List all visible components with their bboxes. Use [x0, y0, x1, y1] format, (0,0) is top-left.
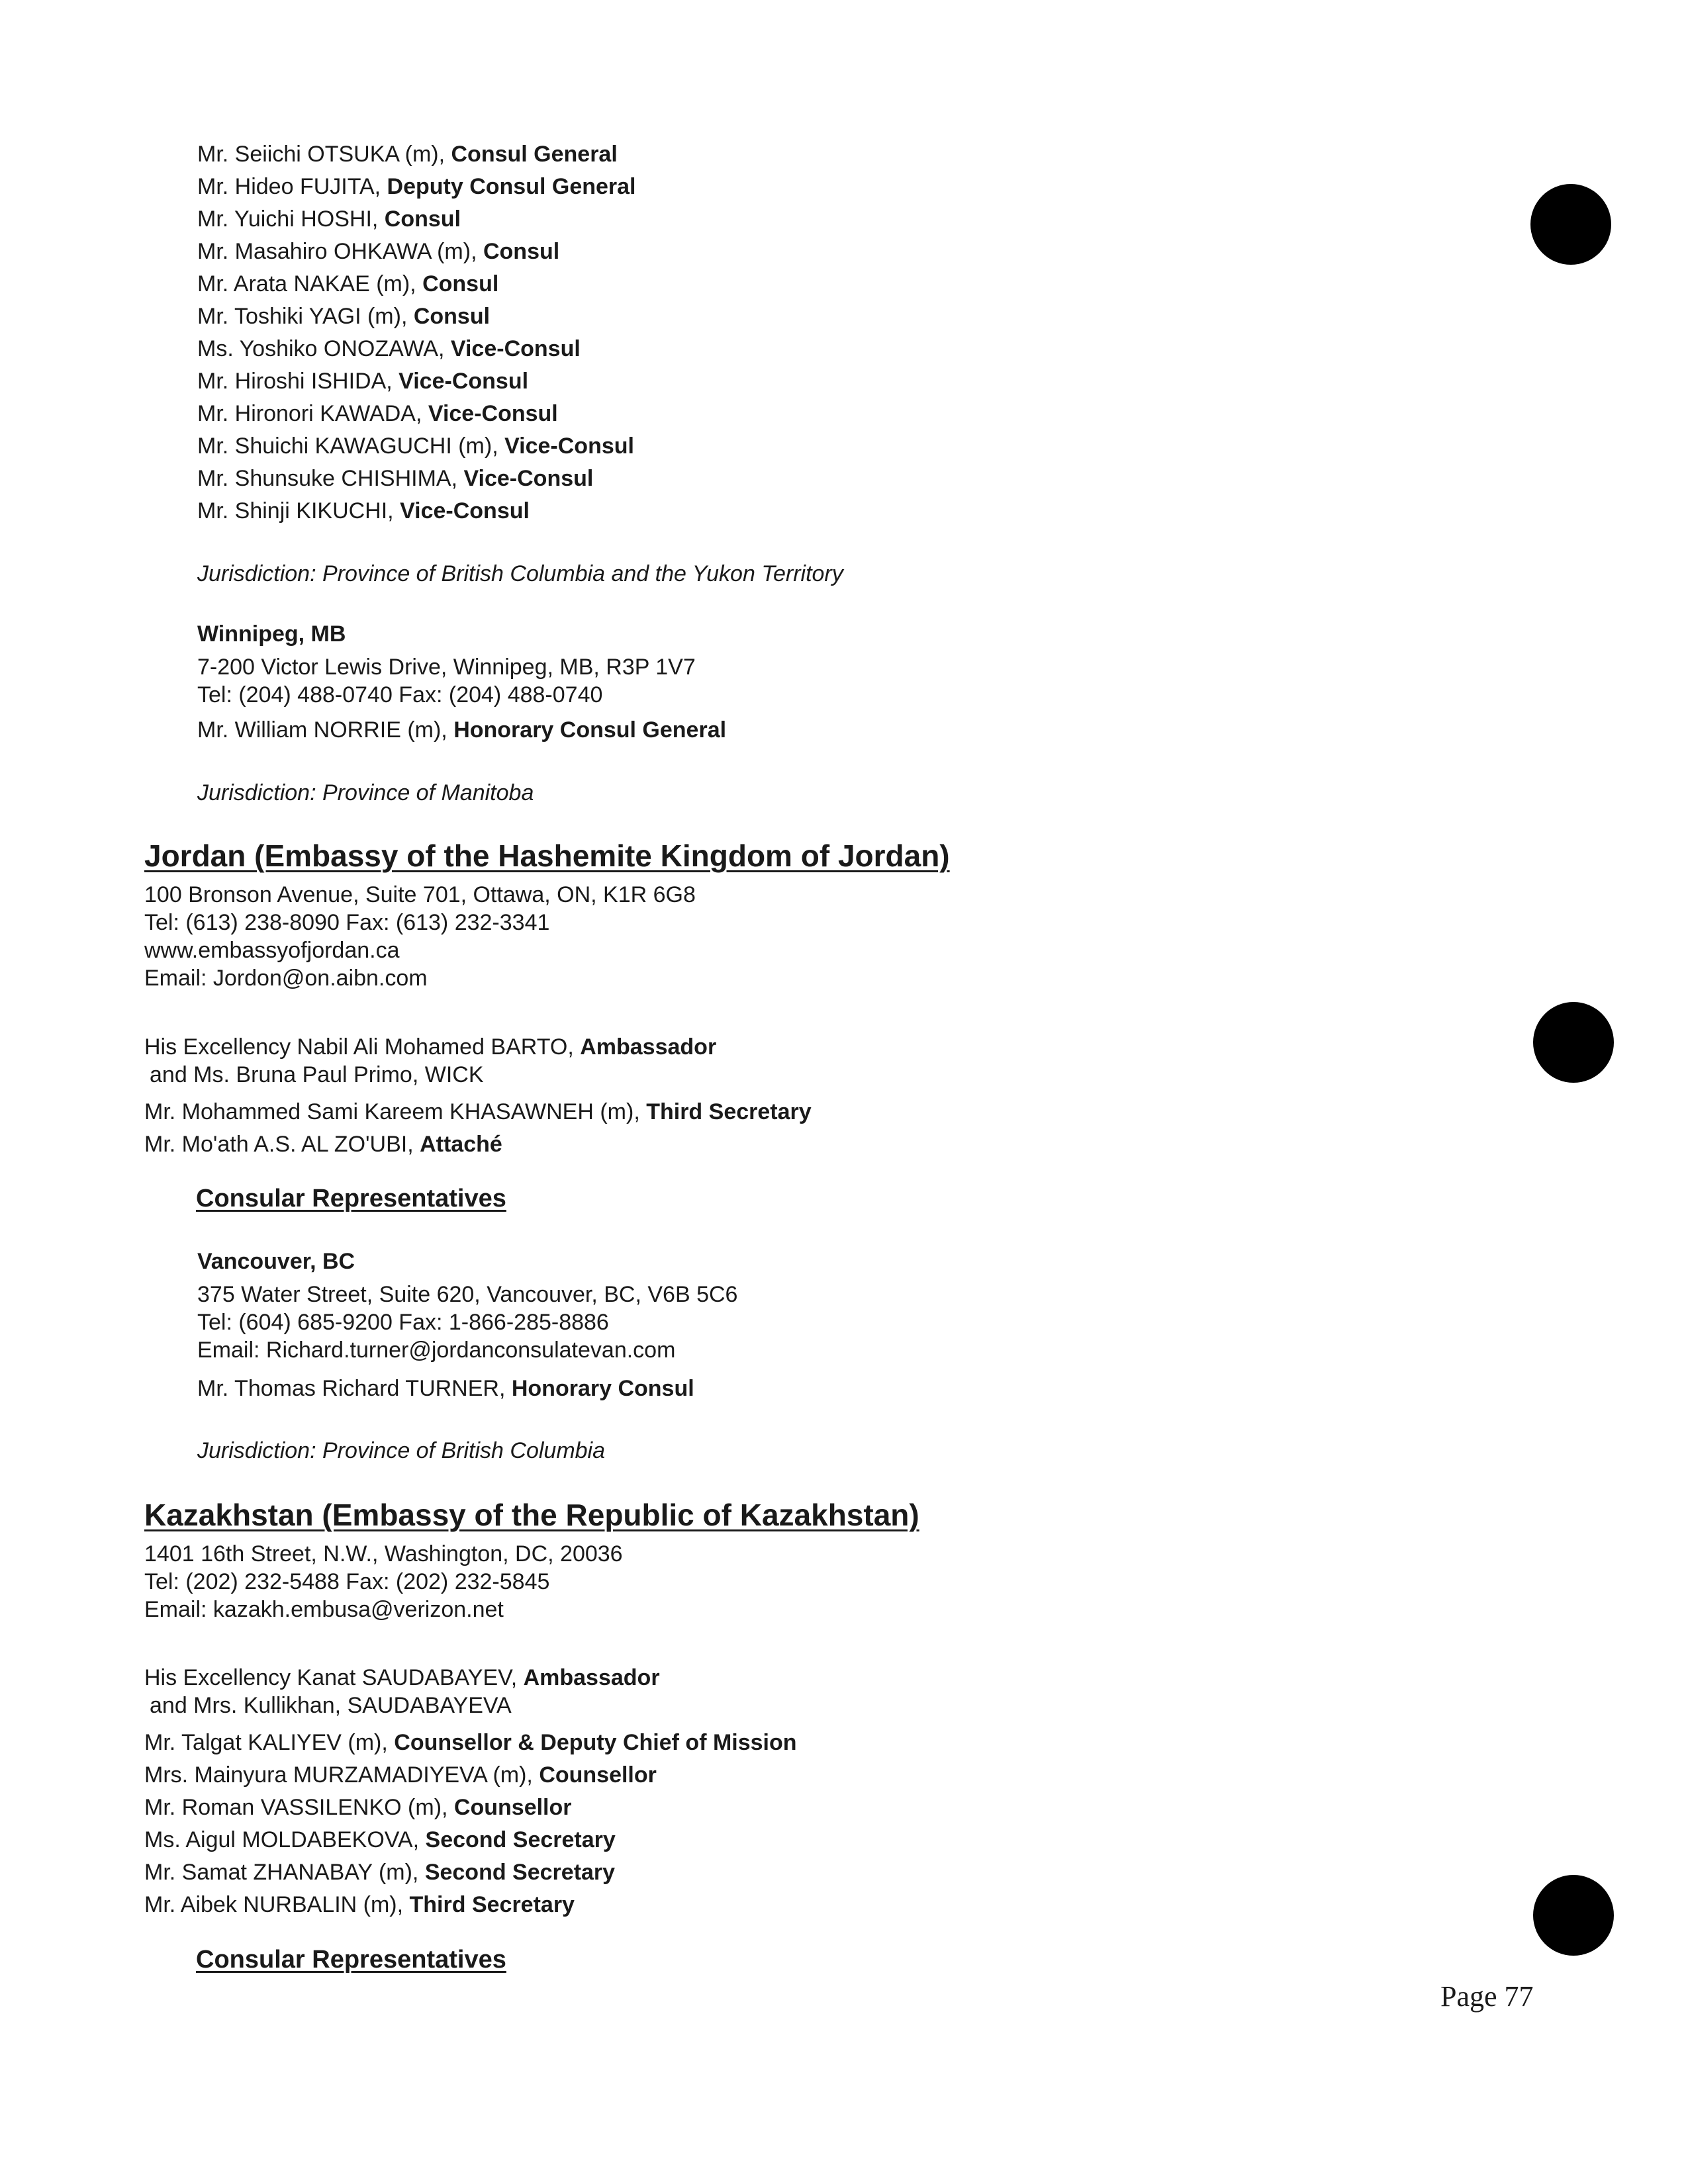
official-line	[197, 368, 528, 394]
consulate-phone: Tel: (604) 685-9200 Fax: 1-866-285-8886	[197, 1310, 609, 1335]
official-line	[197, 336, 581, 362]
official-title: Vice-Consul	[399, 369, 529, 394]
ambassador-spouse: and Mrs. Kullikhan, SAUDABAYEVA	[150, 1693, 512, 1718]
official-name: Mr. Roman VASSILENKO (m),	[144, 1795, 454, 1820]
ambassador-name: His Excellency Nabil Ali Mohamed BARTO,	[144, 1034, 581, 1060]
official-title: Second Secretary	[425, 1827, 616, 1852]
official-title: Consul General	[451, 142, 618, 167]
official-title: Vice-Consul	[450, 336, 581, 361]
official-name: Mr. Thomas Richard TURNER,	[197, 1376, 512, 1401]
official-name: Mr. Talgat KALIYEV (m),	[144, 1730, 395, 1755]
official-name: Mr. Hiroshi ISHIDA,	[197, 369, 399, 394]
ambassador-line	[144, 1664, 660, 1691]
embassy-address: 100 Bronson Avenue, Suite 701, Ottawa, ON, K1R 6G8	[144, 882, 696, 907]
official-line	[144, 1859, 615, 1886]
official-name: Mr. Hironori KAWADA,	[197, 401, 428, 426]
official-title: Vice-Consul	[504, 433, 634, 459]
official-name: Mrs. Mainyura MURZAMADIYEVA (m),	[144, 1762, 539, 1788]
official-name: Mr. Toshiki YAGI (m),	[197, 304, 414, 329]
punch-hole-top	[1530, 184, 1611, 265]
official-line	[197, 400, 558, 427]
official-line	[144, 1099, 812, 1125]
official-line	[197, 433, 634, 459]
jurisdiction-note: Jurisdiction: Province of Manitoba	[197, 780, 534, 805]
official-title: Counsellor	[453, 1795, 572, 1820]
official-line	[144, 1729, 797, 1756]
official-line	[144, 1131, 502, 1158]
official-name: Mr. Arata NAKAE (m),	[197, 271, 423, 296]
official-line	[197, 465, 593, 492]
official-name: Mr. William NORRIE (m),	[197, 717, 454, 743]
official-line	[197, 271, 498, 297]
embassy-phone: Tel: (202) 232-5488 Fax: (202) 232-5845	[144, 1569, 550, 1594]
official-name: Mr. Mo'ath A.S. AL ZO'UBI,	[144, 1132, 420, 1157]
country-heading-kazakhstan: Kazakhstan (Embassy of the Republic of Kazakhstan)	[144, 1498, 919, 1532]
official-line	[197, 141, 618, 167]
official-name: Mr. Mohammed Sami Kareem KHASAWNEH (m),	[144, 1099, 647, 1124]
jurisdiction-note: Jurisdiction: Province of British Columbia	[197, 1438, 606, 1463]
official-line	[144, 1827, 616, 1853]
official-title: Vice-Consul	[400, 498, 530, 523]
country-heading-jordan: Jordan (Embassy of the Hashemite Kingdom of Jordan)	[144, 839, 950, 873]
official-name: Mr. Shunsuke CHISHIMA,	[197, 466, 464, 491]
official-name: Mr. Masahiro OHKAWA (m),	[197, 239, 483, 264]
official-title: Consul	[422, 271, 499, 296]
official-title: Honorary Consul General	[453, 717, 727, 743]
embassy-phone: Tel: (613) 238-8090 Fax: (613) 232-3341	[144, 910, 550, 935]
embassy-email: Email: Jordon@on.aibn.com	[144, 966, 428, 991]
official-line	[197, 717, 726, 743]
embassy-website: www.embassyofjordan.ca	[144, 938, 400, 963]
ambassador-line	[144, 1034, 716, 1060]
official-name: Mr. Yuichi HOSHI,	[197, 206, 385, 232]
official-title: Attaché	[420, 1132, 502, 1157]
official-line	[197, 238, 559, 265]
punch-hole-middle	[1533, 1002, 1614, 1083]
jurisdiction-note: Jurisdiction: Province of British Columbia and the Yukon Territory	[197, 561, 843, 586]
official-title: Consul	[483, 239, 560, 264]
official-line	[197, 206, 461, 232]
official-name: Ms. Aigul MOLDABEKOVA,	[144, 1827, 426, 1852]
punch-hole-bottom	[1533, 1875, 1614, 1956]
ambassador-title: Ambassador	[580, 1034, 717, 1060]
consular-representatives-heading: Consular Representatives	[196, 1946, 506, 1974]
consulate-address: 375 Water Street, Suite 620, Vancouver, BC, V6B 5C6	[197, 1282, 738, 1307]
official-name: Mr. Hideo FUJITA,	[197, 174, 387, 199]
official-line	[197, 303, 490, 330]
official-title: Second Secretary	[424, 1860, 616, 1885]
official-line	[197, 1375, 694, 1402]
official-title: Counsellor	[539, 1762, 657, 1788]
ambassador-name: His Excellency Kanat SAUDABAYEV,	[144, 1665, 524, 1690]
official-title: Third Secretary	[646, 1099, 812, 1124]
consulate-city: Vancouver, BC	[197, 1249, 355, 1274]
consulate-city: Winnipeg, MB	[197, 621, 346, 647]
official-title: Deputy Consul General	[387, 174, 636, 199]
consulate-address: 7-200 Victor Lewis Drive, Winnipeg, MB, R3P 1V7	[197, 655, 696, 680]
official-title: Honorary Consul	[511, 1376, 694, 1401]
official-line	[144, 1794, 572, 1821]
official-name: Mr. Seiichi OTSUKA (m),	[197, 142, 451, 167]
ambassador-spouse: and Ms. Bruna Paul Primo, WICK	[150, 1062, 484, 1087]
official-line	[144, 1762, 657, 1788]
embassy-email: Email: kazakh.embusa@verizon.net	[144, 1597, 504, 1622]
official-title: Counsellor & Deputy Chief of Mission	[394, 1730, 797, 1755]
ambassador-title: Ambassador	[523, 1665, 660, 1690]
official-title: Consul	[413, 304, 491, 329]
page-number: Page 77	[1440, 1980, 1534, 2013]
embassy-address: 1401 16th Street, N.W., Washington, DC, 20036	[144, 1541, 623, 1567]
official-line	[197, 173, 636, 200]
official-title: Consul	[384, 206, 461, 232]
official-title: Vice-Consul	[428, 401, 558, 426]
consulate-email: Email: Richard.turner@jordanconsulatevan.com	[197, 1338, 676, 1363]
official-line	[144, 1891, 575, 1918]
consular-representatives-heading: Consular Representatives	[196, 1185, 506, 1212]
official-name: Mr. Aibek NURBALIN (m),	[144, 1892, 410, 1917]
consulate-phone: Tel: (204) 488-0740 Fax: (204) 488-0740	[197, 682, 603, 707]
official-name: Mr. Samat ZHANABAY (m),	[144, 1860, 425, 1885]
official-name: Ms. Yoshiko ONOZAWA,	[197, 336, 451, 361]
official-name: Mr. Shuichi KAWAGUCHI (m),	[197, 433, 505, 459]
official-name: Mr. Shinji KIKUCHI,	[197, 498, 400, 523]
official-title: Third Secretary	[409, 1892, 575, 1917]
official-line	[197, 498, 530, 524]
official-title: Vice-Consul	[463, 466, 594, 491]
